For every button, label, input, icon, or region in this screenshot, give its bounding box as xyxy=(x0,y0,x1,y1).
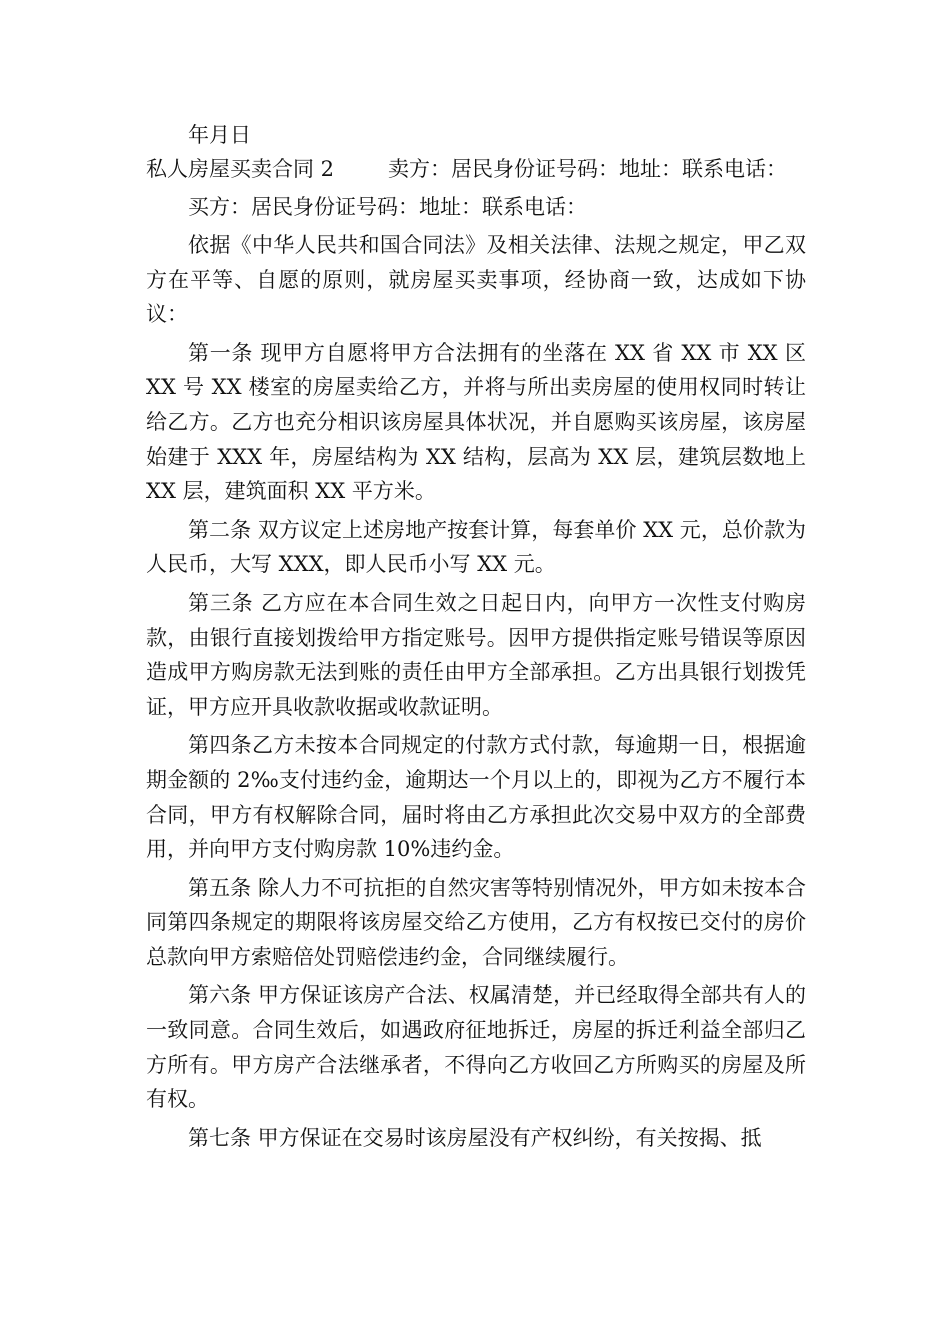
paragraph-article-3: 第三条 乙方应在本合同生效之日起日内，向甲方一次性支付购房款，由银行直接划拨给甲方指定账号。因甲方提供指定账号错误等原因造成甲方购房款无法到账的责任由甲方全部承担。乙方出具银行划拨凭证，甲方应开具收款收据或收款证明。 xyxy=(146,590,806,719)
paragraph-article-5: 第五条 除人力不可抗拒的自然灾害等特别情况外，甲方如未按本合同第四条规定的期限将该房屋交给乙方使用，乙方有权按已交付的房价总款向甲方索赔倍处罚赔偿违约金，合同继续履行。 xyxy=(146,875,806,969)
paragraph-article-2: 第二条 双方议定上述房地产按套计算，每套单价 XX 元，总价款为人民币，大写 XXX，即人民币小写 XX 元。 xyxy=(146,517,806,577)
paragraph-article-6: 第六条 甲方保证该房产合法、权属清楚，并已经取得全部共有人的一致同意。合同生效后，如遇政府征地拆迁，房屋的拆迁利益全部归乙方所有。甲方房产合法继承者，不得向乙方收回乙方所购买的房屋及所有权。 xyxy=(146,983,806,1112)
contract-title: 私人房屋买卖合同 2 xyxy=(146,157,335,181)
buyer-info-line: 买方：居民身份证号码：地址：联系电话： xyxy=(188,195,587,219)
paragraph-article-4: 第四条乙方未按本合同规定的付款方式付款，每逾期一日，根据逾期金额的 2‰支付违约金，逾期达一个月以上的，即视为乙方不履行本合同，甲方有权解除合同，届时将由乙方承担此次交易中双方的全部费用，并向甲方支付购房款 10%违约金。 xyxy=(146,733,806,862)
paragraph-preamble: 依据《中华人民共和国合同法》及相关法律、法规之规定，甲乙双方在平等、自愿的原则，就房屋买卖事项，经协商一致，达成如下协议： xyxy=(146,233,806,327)
paragraph-article-1: 第一条 现甲方自愿将甲方合法拥有的坐落在 XX 省 XX 市 XX 区 XX 号 XX 楼室的房屋卖给乙方，并将与所出卖房屋的使用权同时转让给乙方。乙方也充分相识该房屋具体状况，并自愿购买该房屋，该房屋始建于 XXX 年，房屋结构为 XX 结构，层高为 XX 层，建筑层数地上 XX 层，建筑面积 XX 平方米。 xyxy=(146,340,806,504)
document-page xyxy=(146,118,806,1155)
date-line: 年月日 xyxy=(188,123,251,147)
title-row xyxy=(146,152,806,186)
paragraph-article-7: 第七条 甲方保证在交易时该房屋没有产权纠纷，有关按揭、抵 xyxy=(188,1125,762,1150)
seller-info-line: 卖方：居民身份证号码：地址：联系电话： xyxy=(388,157,788,181)
